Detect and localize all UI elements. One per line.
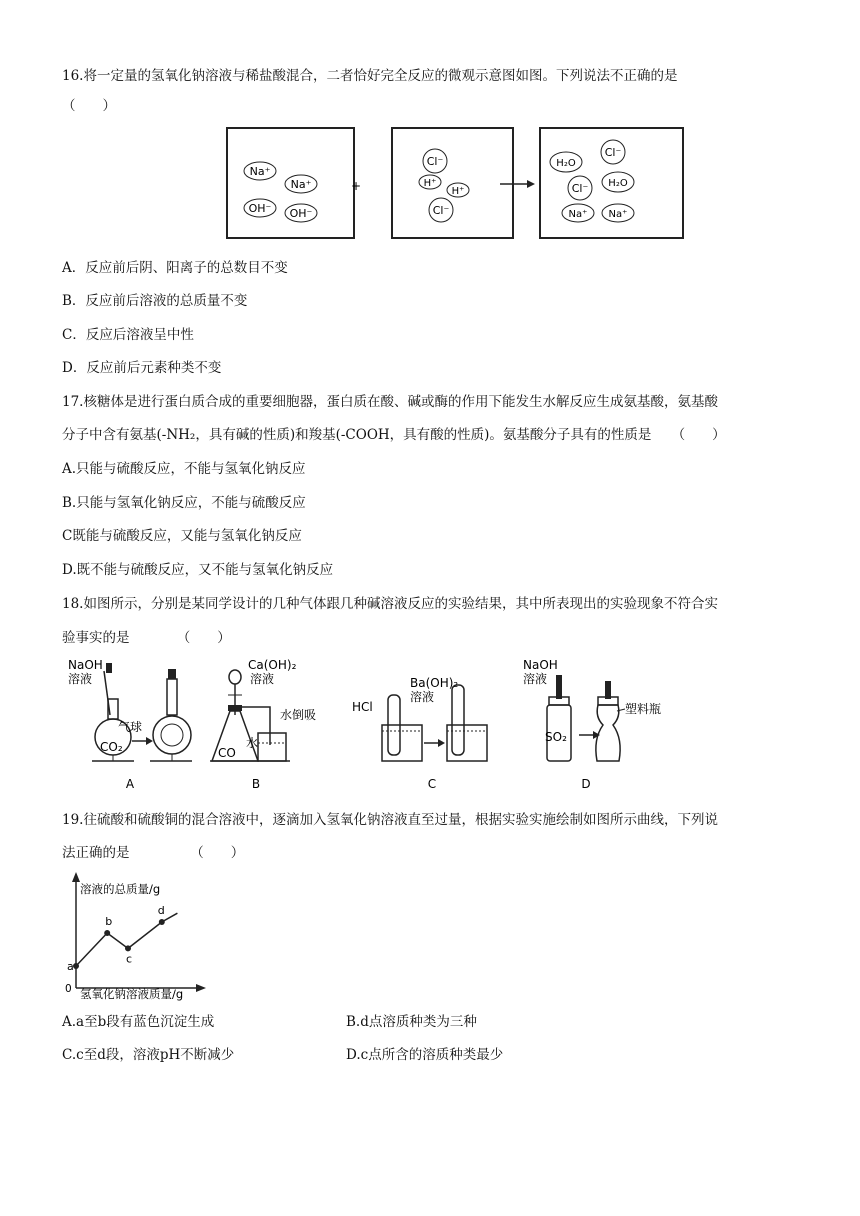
q17-stem-line2: 分子中含有氨基(-NH₂，具有碱的性质)和羧基(-COOH，具有酸的性质)。氨基酸分子具有的性质是 （ ） <box>62 427 726 443</box>
box3-ion-1: H₂O <box>556 158 576 169</box>
point-label-d: d <box>157 904 165 917</box>
box1-ion-4: OH⁻ <box>289 207 313 220</box>
figd-reagent: NaOH <box>523 658 558 672</box>
box2-ion-3: H⁺ <box>451 186 465 197</box>
q16-option-c: C．反应后溶液呈中性 <box>62 327 194 343</box>
figb-gas: CO <box>218 746 236 760</box>
box2-ion-1: Cl⁻ <box>426 155 444 168</box>
figa-caption: A <box>125 777 135 791</box>
box1-ion-1: Na⁺ <box>249 165 271 178</box>
figb-reagent2: 溶液 <box>250 672 275 686</box>
box1-ion-2: Na⁺ <box>290 178 312 191</box>
point-label-a: a <box>67 960 74 973</box>
box3-ion-4: H₂O <box>608 178 628 189</box>
figc-caption: C <box>427 777 437 791</box>
arrow-head <box>527 180 535 188</box>
round-flask <box>153 716 191 754</box>
flask-neck <box>167 679 177 715</box>
origin-label: 0 <box>65 983 72 995</box>
collapsed-bottle <box>596 705 620 761</box>
test-tube <box>452 685 464 755</box>
q16-ion-diagram <box>222 124 688 242</box>
box1-ion-3: OH⁻ <box>248 202 272 215</box>
point-a <box>73 963 79 969</box>
q19-chart <box>60 872 220 1004</box>
q17-option-d: D.既不能与硫酸反应，又不能与氢氧化钠反应 <box>62 562 334 578</box>
x-axis-arrow <box>196 984 206 992</box>
arrow-head <box>146 737 153 745</box>
point-b <box>104 930 110 936</box>
point-c <box>125 945 131 951</box>
q19-stem-line1: 19.往硫酸和硫酸铜的混合溶液中，逐滴加入氢氧化钠溶液直至过量，根据实验实施绘制如图所示曲线，下列说 <box>62 812 718 828</box>
y-axis-arrow <box>72 872 80 882</box>
box3-ion-6: Na⁺ <box>608 209 628 220</box>
figd-label: 塑料瓶 <box>625 702 662 716</box>
y-axis-label: 溶液的总质量/g <box>80 882 161 896</box>
figb-label2: 水 <box>246 736 259 750</box>
box3-ion-5: Na⁺ <box>568 209 588 220</box>
figa-label: 气球 <box>118 720 143 734</box>
dropper <box>104 671 110 715</box>
q16-stem-line1: 16.将一定量的氢氧化钠溶液与稀盐酸混合，二者恰好完全反应的微观示意图如图。下列说法不正确的是 <box>62 68 678 84</box>
box2-frame <box>392 128 513 238</box>
arrow-head <box>438 739 445 747</box>
dropper-bulb <box>106 663 112 673</box>
stopper <box>228 705 242 711</box>
point-d <box>159 919 165 925</box>
q18-figure-d <box>515 655 675 795</box>
box2-ion-4: Cl⁻ <box>432 204 450 217</box>
q18-figure-a <box>60 655 200 795</box>
q19-option-a: A.a至b段有蓝色沉淀生成 <box>62 1014 215 1030</box>
dropper-bulb <box>168 669 176 679</box>
plus-sign: + <box>350 179 362 193</box>
figa-reagent: NaOH <box>68 658 103 672</box>
q18-stem-line2: 验事实的是 （ ） <box>62 630 231 646</box>
q17-stem-line1: 17.核糖体是进行蛋白质合成的重要细胞器，蛋白质在酸、碱或酶的作用下能发生水解反应生成氨基酸，氨基酸 <box>62 394 718 410</box>
q16-option-a: A．反应前后阴、阳离子的总数目不变 <box>62 260 288 276</box>
trough <box>447 725 487 761</box>
figd-reagent2: 溶液 <box>523 672 548 686</box>
q19-option-d: D.c点所含的溶质种类最少 <box>346 1047 504 1063</box>
q18-figure-c <box>352 665 492 795</box>
q18-figure-b <box>210 655 335 795</box>
q17-option-a: A.只能与硫酸反应，不能与氢氧化钠反应 <box>62 461 306 477</box>
q19-option-b: B.d点溶质种类为三种 <box>346 1014 477 1030</box>
figd-gas: SO₂ <box>545 730 567 744</box>
figd-caption: D <box>581 777 591 791</box>
figb-reagent: Ca(OH)₂ <box>248 658 297 672</box>
chart-series <box>67 904 177 973</box>
q16-option-b: B．反应前后溶液的总质量不变 <box>62 293 248 309</box>
box3-ion-2: Cl⁻ <box>604 146 622 159</box>
beaker <box>258 733 286 761</box>
q16-stem-line2: （ ） <box>62 98 116 114</box>
figa-gas: CO₂ <box>100 740 123 754</box>
figc-reagent: Ba(OH)₂ <box>410 676 459 690</box>
q16-option-d: D．反应前后元素种类不变 <box>62 360 222 376</box>
q17-option-b: B.只能与氢氧化钠反应，不能与硫酸反应 <box>62 495 306 511</box>
figb-label1: 水倒吸 <box>280 708 317 722</box>
box3-ion-3: Cl⁻ <box>571 182 589 195</box>
q19-stem-line2: 法正确的是 （ ） <box>62 845 245 861</box>
figb-caption: B <box>251 777 261 791</box>
q18-stem-line1: 18.如图所示，分别是某同学设计的几种气体跟几种碱溶液反应的实验结果，其中所表现出的实验现象不符合实 <box>62 596 718 612</box>
point-label-b: b <box>105 915 113 928</box>
q19-option-c: C.c至d段，溶液pH不断减少 <box>62 1047 235 1063</box>
balloon <box>161 724 183 746</box>
figc-gas: HCl <box>352 700 373 714</box>
figc-reagent2: 溶液 <box>410 690 435 704</box>
point-label-c: c <box>126 952 133 966</box>
separatory-funnel <box>229 670 241 684</box>
dropper <box>556 675 562 699</box>
figa-reagent2: 溶液 <box>68 672 93 686</box>
x-axis-label: 氢氧化钠溶液质量/g <box>80 987 184 1001</box>
box2-ion-2: H⁺ <box>423 178 437 189</box>
q17-option-c: C既能与硫酸反应，又能与氢氧化钠反应 <box>62 528 302 544</box>
